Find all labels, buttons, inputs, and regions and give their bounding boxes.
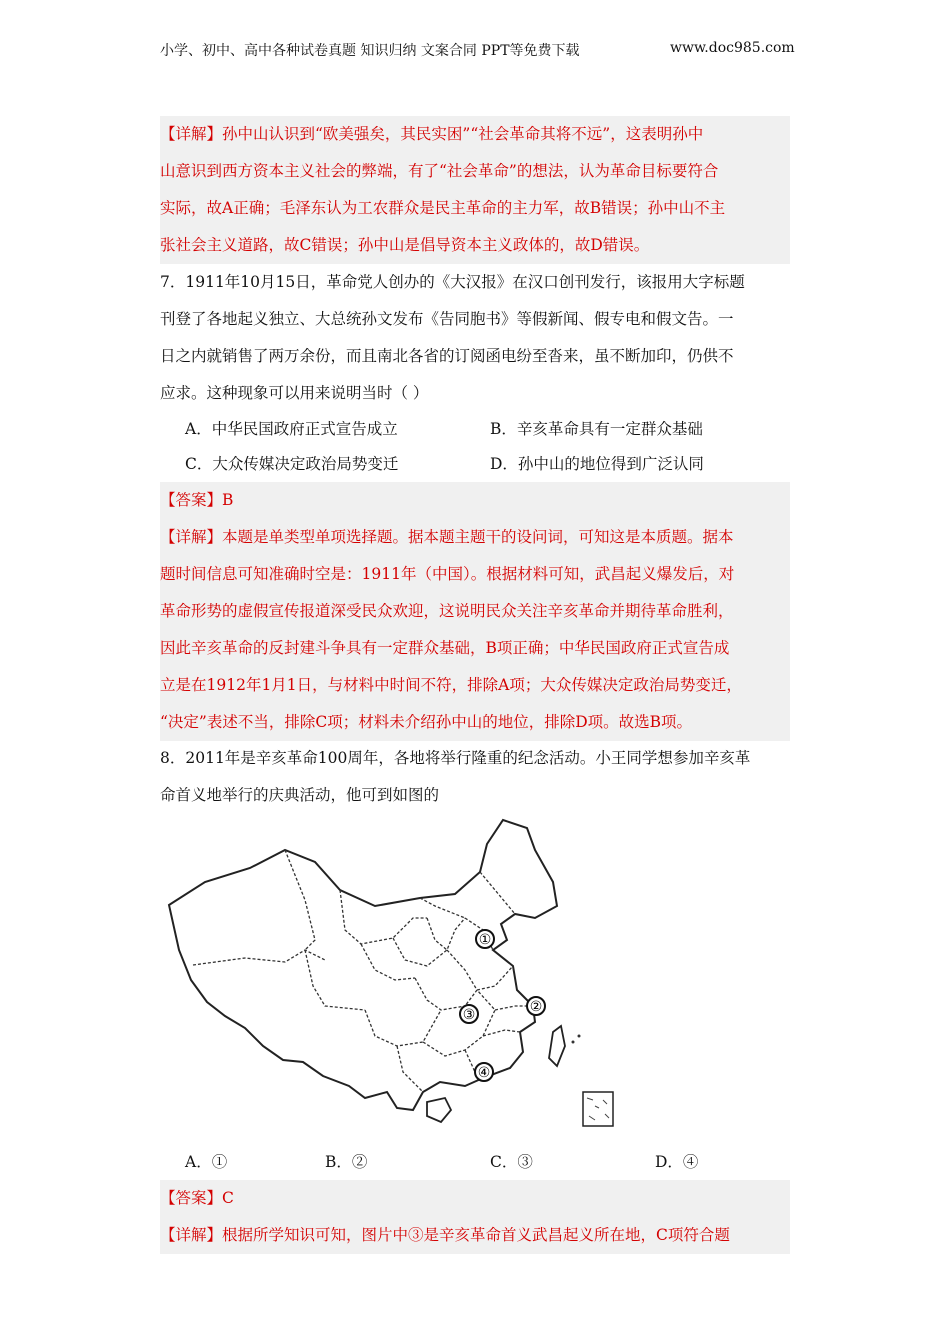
marker-4-label: ④ [477,1065,491,1081]
q8-options [160,1145,790,1180]
option-c[interactable]: C．③ [490,1153,533,1171]
marker-2 [527,997,545,1015]
option-a[interactable]: A．中华民国政府正式宣告成立 [185,420,398,438]
option-b[interactable]: B．辛亥革命具有一定群众基础 [490,420,703,438]
detail-line: 立是在1912年1月1日，与材料中时间不符，排除A项；大众传媒决定政治局势变迁， [160,676,742,694]
option-d[interactable]: D．④ [655,1153,699,1171]
stem-line: 应求。这种现象可以用来说明当时（ ） [160,384,429,402]
detail-line: 【详解】本题是单类型单项选择题。据本题主题干的设问词，可知这是本质题。据本 [160,528,734,546]
option-b[interactable]: B．② [325,1153,368,1171]
detail-line: 革命形势的虚假宣传报道深受民众欢迎，这说明民众关注辛亥革命并期待革命胜利， [160,602,734,620]
detail-line: 【详解】根据所学知识可知，图片中③是辛亥革命首义武昌起义所在地，C项符合题 [160,1226,730,1244]
marker-2-label: ② [529,999,543,1015]
detail-line: 题时间信息可知准确时空是：1911年（中国）。根据材料可知，武昌起义爆发后，对 [160,565,735,583]
detail-line: 因此辛亥革命的反封建斗争具有一定群众基础，B项正确；中华民国政府正式宣告成 [160,639,730,657]
marker-3-label: ③ [462,1007,476,1023]
marker-1-label: ① [478,932,492,948]
page-header [160,40,800,60]
stem-line: 日之内就销售了两万余份，而且南北各省的订阅函电纷至沓来，虽不断加印，仍供不 [160,347,734,365]
marker-1 [476,930,494,948]
marker-4 [475,1063,493,1081]
province-borders [193,850,533,1092]
option-d[interactable]: D．孙中山的地位得到广泛认同 [490,455,704,473]
stem-line: 7．1911年10月15日，革命党人创办的《大汉报》在汉口创刊发行，该报用大字标题 [160,273,745,291]
stem-line: 命首义地举行的庆典活动，他可到如图的 [160,786,440,804]
q8-stem [160,740,790,814]
taiwan-outline [549,1026,565,1066]
q7-stem [160,264,790,412]
south-china-sea-inset [583,1092,613,1126]
detail-line: 实际，故A正确；毛泽东认为工农群众是民主革命的主力军，故B错误；孙中山不主 [160,199,726,217]
answer-line: 【答案】C [160,1189,234,1207]
q7-answer-block [160,482,790,741]
q7-options [160,412,790,482]
option-c[interactable]: C．大众传媒决定政治局势变迁 [185,455,399,473]
marker-3 [460,1005,478,1023]
china-map-figure [165,810,625,1135]
q8-answer-block [160,1180,790,1254]
answer-line: 【答案】B [160,491,234,509]
china-map [165,810,625,1135]
detail-line: 山意识到西方资本主义社会的弊端，有了“社会革命”的想法，认为革命目标要符合 [160,162,719,180]
option-a[interactable]: A．① [185,1153,228,1171]
q6-detail [160,116,790,264]
hainan-outline [427,1098,451,1122]
stem-line: 8．2011年是辛亥革命100周年，各地将举行隆重的纪念活动。小王同学想参加辛亥革 [160,749,751,767]
detail-line: “决定”表述不当，排除C项；材料未介绍孙中山的地位，排除D项。故选B项。 [160,713,693,731]
detail-line: 张社会主义道路，故C错误；孙中山是倡导资本主义政体的，故D错误。 [160,236,650,254]
header-url[interactable]: www.doc985.com [670,40,795,56]
country-outline [169,820,557,1110]
detail-line: 【详解】孙中山认识到“欧美强矣，其民实困”“社会革命其将不远”，这表明孙中 [160,125,704,143]
stem-line: 刊登了各地起义独立、大总统孙文发布《告同胞书》等假新闻、假专电和假文告。一 [160,310,734,328]
header-text: 小学、初中、高中各种试卷真题 知识归纳 文案合同 PPT等免费下载 [160,43,580,59]
